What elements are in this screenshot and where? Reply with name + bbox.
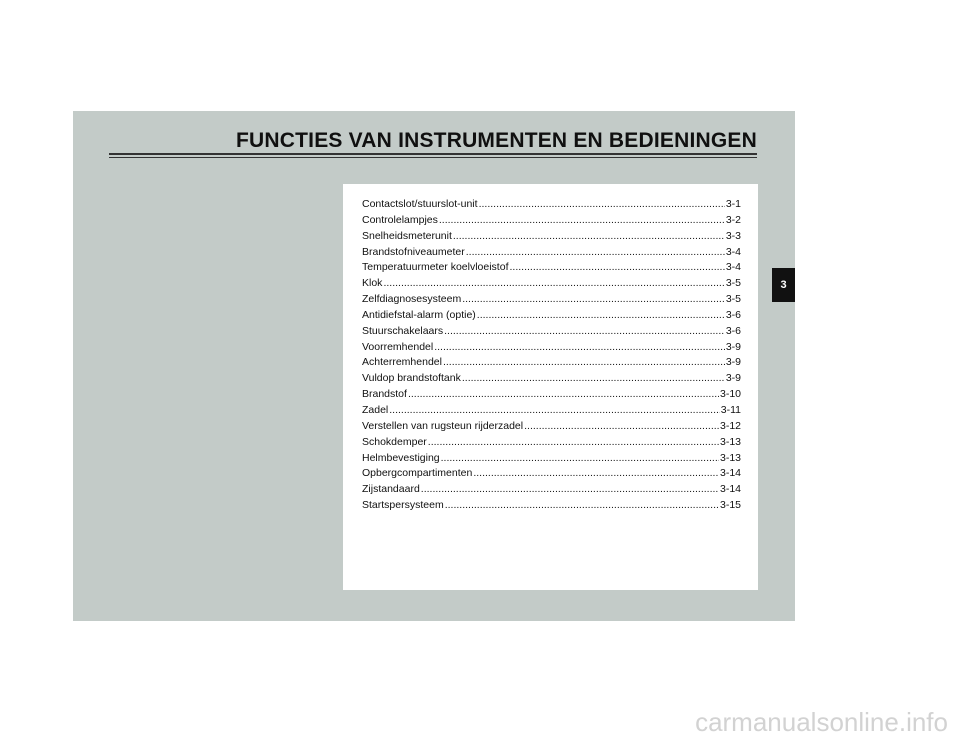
toc-leader-dots (466, 246, 725, 258)
toc-entry-label: Zelfdiagnosesysteem (362, 293, 462, 306)
toc-entry-page: 3-11 (720, 403, 741, 416)
toc-entry-page: 3-4 (725, 261, 741, 274)
toc-entry-page: 3-6 (725, 308, 741, 321)
toc-entry-label: Klok (362, 277, 383, 290)
toc-entry[interactable] (362, 261, 741, 277)
toc-entry[interactable] (362, 246, 741, 262)
toc-leader-dots (389, 404, 719, 416)
toc-entry-label: Startspersysteem (362, 499, 444, 512)
toc-entry-page: 3-2 (725, 213, 741, 226)
toc-entry[interactable] (362, 341, 741, 357)
toc-entry-label: Vuldop brandstoftank (362, 372, 461, 385)
toc-entry-label: Brandstof (362, 388, 407, 401)
toc-leader-dots (383, 277, 724, 289)
toc-entry-page: 3-3 (725, 229, 741, 242)
toc-entry-label: Achterremhendel (362, 356, 442, 369)
toc-entry-page: 3-5 (725, 293, 741, 306)
toc-entry-page: 3-1 (725, 198, 741, 210)
title-rule-thick (109, 153, 757, 155)
page-panel (73, 111, 795, 621)
toc-entry[interactable] (362, 325, 741, 341)
toc-entry[interactable] (362, 452, 741, 468)
toc-list (362, 198, 741, 515)
toc-entry-label: Helmbevestiging (362, 451, 440, 464)
toc-entry[interactable] (362, 309, 741, 325)
toc-entry-label: Brandstofniveaumeter (362, 245, 465, 258)
toc-leader-dots (477, 309, 725, 321)
toc-entry[interactable] (362, 499, 741, 515)
toc-leader-dots (443, 356, 725, 368)
toc-entry-label: Schokdemper (362, 435, 427, 448)
toc-entry-page: 3-5 (725, 277, 741, 290)
toc-entry[interactable] (362, 372, 741, 388)
toc-entry-label: Zadel (362, 403, 389, 416)
toc-entry-label: Contactslot/stuurslot-unit (362, 198, 478, 210)
toc-entry[interactable] (362, 293, 741, 309)
toc-entry-page: 3-9 (725, 356, 741, 369)
toc-entry-page: 3-9 (725, 372, 741, 385)
watermark: carmanualsonline.info (695, 707, 948, 737)
toc-entry-page: 3-4 (725, 245, 741, 258)
toc-entry-page: 3-13 (719, 435, 741, 448)
table-of-contents (343, 184, 758, 590)
toc-entry-page: 3-12 (719, 419, 741, 432)
toc-leader-dots (509, 261, 724, 273)
toc-entry-label: Verstellen van rugsteun rijderzadel (362, 419, 524, 432)
toc-leader-dots (439, 214, 725, 226)
toc-entry[interactable] (362, 483, 741, 499)
toc-entry-page: 3-10 (719, 388, 741, 401)
toc-leader-dots (408, 388, 719, 400)
toc-leader-dots (479, 198, 725, 210)
toc-entry-label: Zijstandaard (362, 483, 420, 496)
toc-leader-dots (441, 452, 719, 464)
toc-leader-dots (421, 483, 719, 495)
toc-entry[interactable] (362, 467, 741, 483)
toc-leader-dots (462, 372, 725, 384)
toc-entry[interactable] (362, 356, 741, 372)
toc-leader-dots (444, 325, 725, 337)
toc-entry[interactable] (362, 436, 741, 452)
toc-leader-dots (453, 230, 725, 242)
title-rule-thin (109, 157, 757, 158)
toc-entry-label: Temperatuurmeter koelvloeistof (362, 261, 509, 274)
toc-entry[interactable] (362, 230, 741, 246)
toc-entry-label: Voorremhendel (362, 340, 434, 353)
toc-entry[interactable] (362, 214, 741, 230)
toc-entry-page: 3-15 (719, 499, 741, 512)
toc-entry-label: Opbergcompartimenten (362, 467, 473, 480)
toc-entry-page: 3-6 (725, 324, 741, 337)
toc-entry-page: 3-13 (719, 451, 741, 464)
toc-entry-page: 3-14 (719, 467, 741, 480)
toc-leader-dots (428, 436, 719, 448)
toc-leader-dots (434, 341, 725, 353)
toc-entry[interactable] (362, 277, 741, 293)
toc-entry[interactable] (362, 404, 741, 420)
toc-leader-dots (473, 467, 719, 479)
toc-leader-dots (445, 499, 719, 511)
toc-entry-label: Stuurschakelaars (362, 324, 444, 337)
toc-leader-dots (462, 293, 725, 305)
toc-entry-page: 3-14 (719, 483, 741, 496)
page-title: FUNCTIES VAN INSTRUMENTEN EN BEDIENINGEN (236, 129, 757, 152)
toc-entry-label: Controlelampjes (362, 213, 438, 226)
toc-entry[interactable] (362, 198, 741, 214)
toc-leader-dots (524, 420, 719, 432)
toc-entry-label: Snelheidsmeterunit (362, 229, 452, 242)
toc-entry-page: 3-9 (725, 340, 741, 353)
toc-entry[interactable] (362, 388, 741, 404)
chapter-tab[interactable]: 3 (772, 268, 795, 302)
toc-entry[interactable] (362, 420, 741, 436)
toc-entry-label: Antidiefstal-alarm (optie) (362, 308, 476, 321)
